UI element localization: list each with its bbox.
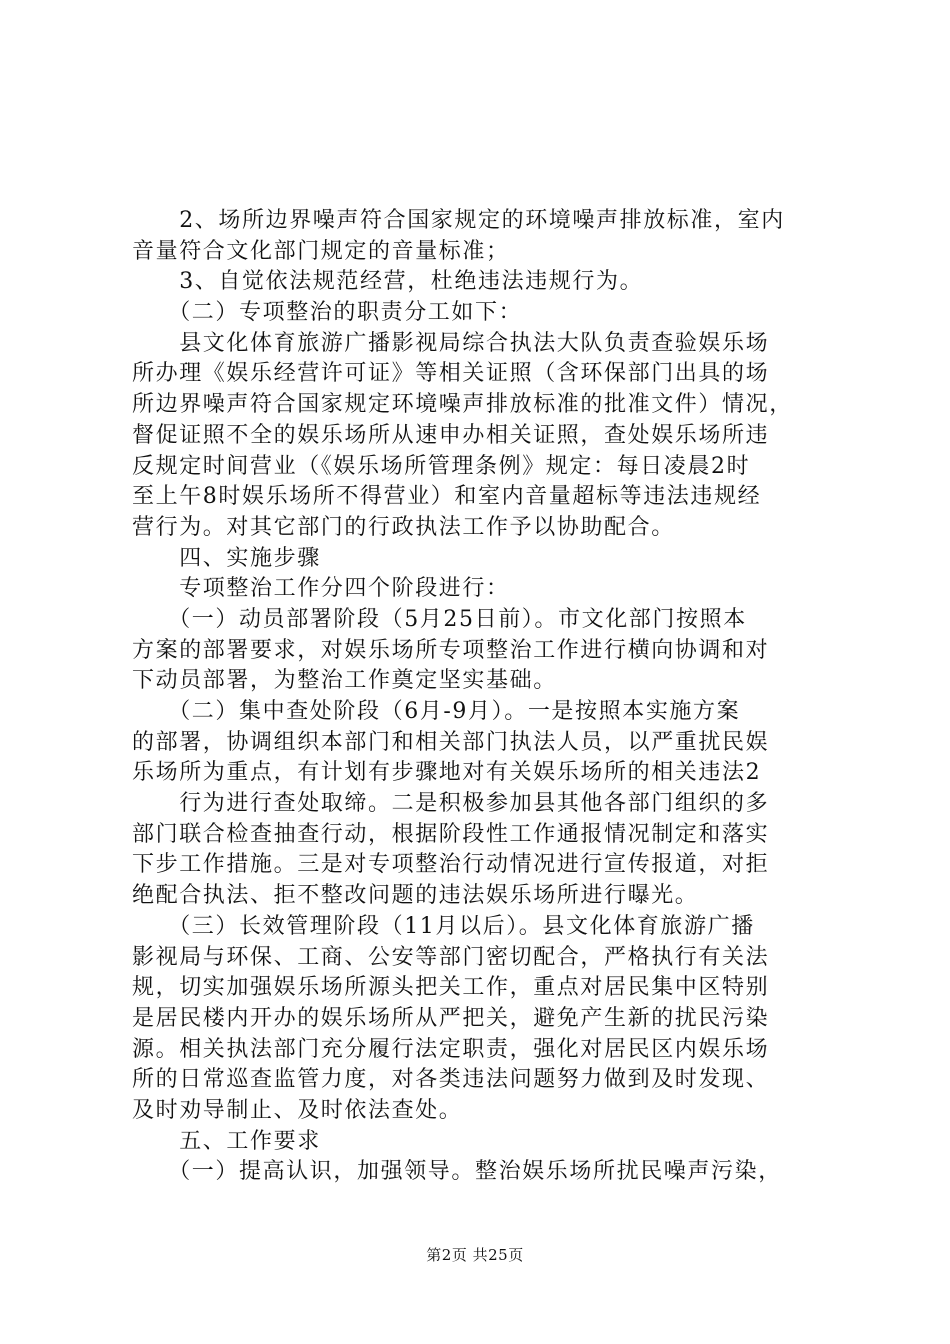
document-body bbox=[132, 206, 848, 1188]
paragraph-line: 营行为。对其它部门的行政执法工作予以协助配合。 bbox=[132, 514, 675, 540]
paragraph-line: （二）集中查处阶段（6月-9月）。一是按照本实施方案 bbox=[132, 699, 741, 724]
paragraph-line: （一）动员部署阶段（5月25日前）。市文化部门按照本 bbox=[132, 606, 747, 632]
paragraph-line: 影视局与环保、工商、公安等部门密切配合，严格执行有关法 bbox=[132, 944, 770, 970]
paragraph-line: 所的日常巡查监管力度，对各类违法问题努力做到及时发现、 bbox=[132, 1067, 770, 1093]
paragraph-line: 五、工作要求 bbox=[132, 1128, 321, 1154]
paragraph-line: 所办理《娱乐经营许可证》等相关证照（含环保部门出具的场 bbox=[132, 361, 770, 387]
paragraph-line: （二）专项整治的职责分工如下： bbox=[132, 300, 523, 326]
paragraph-line: 是居民楼内开办的娱乐场所从严把关，避免产生新的扰民污染 bbox=[132, 1005, 770, 1031]
paragraph-line: 县文化体育旅游广播影视局综合执法大队负责查验娱乐场 bbox=[132, 330, 770, 356]
paragraph-line: 方案的部署要求，对娱乐场所专项整治工作进行横向协调和对 bbox=[132, 637, 770, 663]
paragraph-line: 四、实施步骤 bbox=[132, 545, 321, 571]
paragraph-line: 下步工作措施。三是对专项整治行动情况进行宣传报道，对拒 bbox=[132, 852, 770, 878]
paragraph-line: 音量符合文化部门规定的音量标准； bbox=[132, 238, 510, 264]
paragraph-line: 至上午8时娱乐场所不得营业）和室内音量超标等违法违规经 bbox=[132, 484, 762, 510]
paragraph-line: 专项整治工作分四个阶段进行： bbox=[132, 576, 510, 602]
paragraph-line: 绝配合执法、拒不整改问题的违法娱乐场所进行曝光。 bbox=[132, 883, 699, 909]
paragraph-line: 乐场所为重点，有计划有步骤地对有关娱乐场所的相关违法2 bbox=[132, 760, 762, 786]
paragraph-line: 反规定时间营业（《娱乐场所管理条例》规定：每日凌晨2时 bbox=[132, 453, 751, 479]
paragraph-line: 的部署，协调组织本部门和相关部门执法人员，以严重扰民娱 bbox=[132, 729, 770, 755]
paragraph-line: 部门联合检查抽查行动，根据阶段性工作通报情况制定和落实 bbox=[132, 821, 770, 847]
paragraph-line: 及时劝导制止、及时依法查处。 bbox=[132, 1097, 463, 1123]
paragraph-line: 规，切实加强娱乐场所源头把关工作，重点对居民集中区特别 bbox=[132, 975, 770, 1001]
paragraph-line: 源。相关执法部门充分履行法定职责，强化对居民区内娱乐场 bbox=[132, 1036, 770, 1062]
paragraph-line: 下动员部署，为整治工作奠定坚实基础。 bbox=[132, 668, 557, 694]
paragraph-line: 行为进行查处取缔。二是积极参加县其他各部门组织的多 bbox=[132, 791, 770, 817]
paragraph-line: 3、自觉依法规范经营，杜绝违法违规行为。 bbox=[132, 269, 644, 295]
paragraph-line: （三）长效管理阶段（11月以后）。县文化体育旅游广播 bbox=[132, 913, 755, 939]
paragraph-line: 督促证照不全的娱乐场所从速申办相关证照，查处娱乐场所违 bbox=[132, 422, 770, 448]
paragraph-line: （一）提高认识，加强领导。整治娱乐场所扰民噪声污染， bbox=[132, 1159, 782, 1185]
page-footer: 第2页 共25页 bbox=[426, 1246, 524, 1264]
paragraph-line: 所边界噪声符合国家规定环境噪声排放标准的批准文件）情况， bbox=[132, 392, 793, 418]
paragraph-line: 2、场所边界噪声符合国家规定的环境噪声排放标准，室内 bbox=[132, 208, 785, 233]
